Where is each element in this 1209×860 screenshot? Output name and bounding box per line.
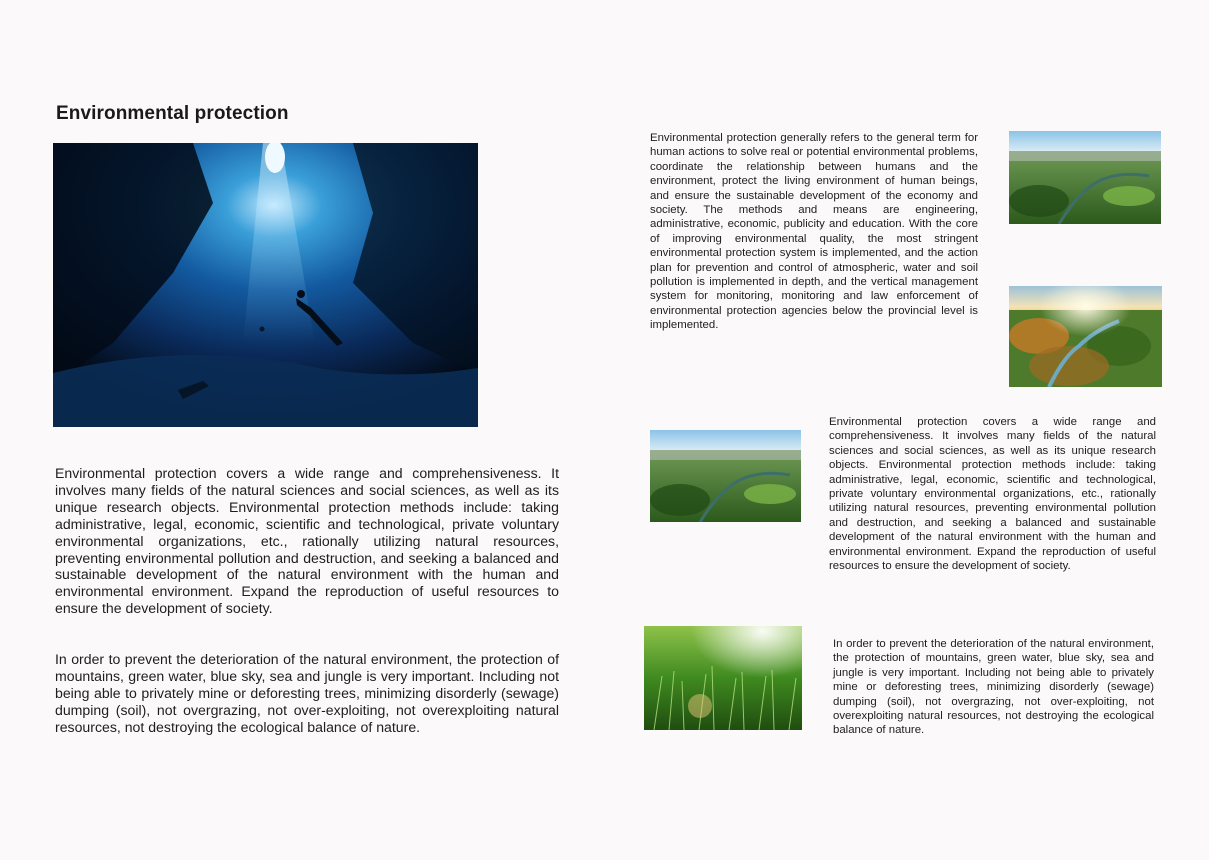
sunlit-grass-image [644,626,802,730]
sunset-forest-image [1009,286,1162,387]
underwater-cave-image [53,143,478,427]
right-text-block-1: Environmental protection generally refers to the general term for human actions to solve real or potential environmental problems, coordinate the relationship between humans and the environment, protect the living environment of human beings, and ensure the sustainable development of the economy and society. The methods and means are engineering, administrative, economic, publicity and education. With the core of improving environmental quality, the most stringent environmental protection system is implemented, and the action plan for prevention and control of atmospheric, water and soil pollution is implemented in depth, and the vertical management system for monitoring, monitoring and law enforcement of environmental protection agencies below the provincial level is implemented. [650,132,978,332]
aerial-landscape-image-2 [650,430,801,522]
right-text-block-3: In order to prevent the deterioration of the natural environment, the protection of mountains, green water, blue sky, sea and jungle is very important. Including not being able to privately mine or deforesting trees, minimizing disorderly (sewage) dumping (soil), not overgrazing, not over-exploiting, not overexploiting natural resources, not destroying the ecological balance of nature. [833,638,1154,737]
aerial-landscape-image-1 [1009,131,1161,224]
left-paragraph-2: In order to prevent the deterioration of the natural environment, the protection of mountains, green water, blue sky, sea and jungle is very important. Including not being able to privately mine or deforesting trees, minimizing disorderly (sewage) dumping (soil), not overgrazing, not over-exploiting, not overexploiting natural resources, not destroying the ecological balance of nature. [55,651,559,735]
page-title: Environmental protection [56,103,289,124]
right-text-block-2: Environmental protection covers a wide range and comprehensiveness. It involves many fields of the natural sciences and social sciences, as well as its unique research objects. Environmental protection methods include: taking administrative, legal, economic, scientific and technological, private voluntary environmental organizations, etc., rationally utilizing natural resources, preventing environmental pollution and destruction, and seeking a balanced and sustainable development of the natural environment with the human and environmental environment. Expand the reproduction of useful resources to ensure the development of society. [829,416,1156,573]
left-paragraph-1: Environmental protection covers a wide range and comprehensiveness. It involves many fields of the natural sciences and social sciences, as well as its unique research objects. Environmental protection methods include: taking administrative, legal, economic, scientific and technological, private voluntary environmental organizations, etc., rationally utilizing natural resources, preventing environmental pollution and destruction, and seeking a balanced and sustainable development of the natural environment with the human and environmental environment. Expand the reproduction of useful resources to ensure the development of society. [55,465,559,617]
